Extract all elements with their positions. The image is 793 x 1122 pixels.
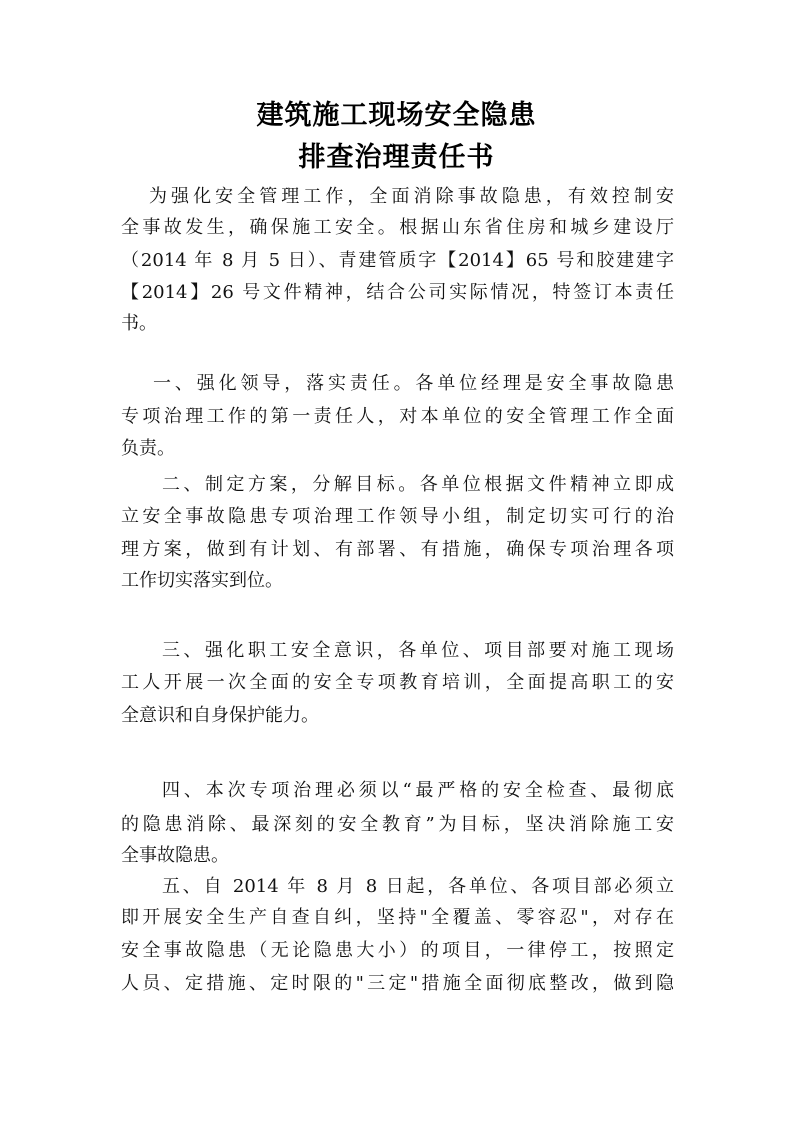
paragraph-line: 四、本次专项治理必须以“最严格的安全检查、最彻底 xyxy=(162,780,674,801)
paragraph-line: （2014 年 8 月 5 日）、青建管质字【2014】65 号和胶建建字 xyxy=(121,250,674,271)
paragraph-line: 一、强化领导，落实责任。各单位经理是安全事故隐患 xyxy=(153,373,674,394)
paragraph-line: 书。 xyxy=(121,313,157,334)
paragraph-line: 即开展安全生产自查自纠，坚持"全覆盖、零容忍"，对存在 xyxy=(121,907,674,928)
document-title-line-2: 排查治理责任书 xyxy=(298,142,495,173)
paragraph-line: 为强化安全管理工作，全面消除事故隐患，有效控制安 xyxy=(149,186,674,207)
paragraph-line: 【2014】26 号文件精神，结合公司实际情况，特签订本责任 xyxy=(121,282,674,303)
document-title-line-1: 建筑施工现场安全隐患 xyxy=(256,100,537,131)
paragraph-line: 全事故发生，确保施工安全。根据山东省住房和城乡建设厅 xyxy=(121,217,674,238)
paragraph-line: 三、强化职工安全意识，各单位、项目部要对施工现场 xyxy=(162,640,674,661)
paragraph-line: 立安全事故隐患专项治理工作领导小组，制定切实可行的治 xyxy=(121,506,674,527)
paragraph-line: 人员、定措施、定时限的"三定"措施全面彻底整改，做到隐 xyxy=(121,973,674,994)
paragraph-line: 工人开展一次全面的安全专项教育培训，全面提高职工的安 xyxy=(121,672,674,693)
paragraph-line: 全事故隐患。 xyxy=(121,845,229,866)
paragraph-line: 理方案，做到有计划、有部署、有措施，确保专项治理各项 xyxy=(121,539,674,560)
paragraph-line: 全意识和自身保护能力。 xyxy=(121,705,319,726)
paragraph-line: 五、自 2014 年 8 月 8 日起，各单位、各项目部必须立 xyxy=(162,876,674,897)
paragraph-line: 工作切实落实到位。 xyxy=(121,570,283,591)
paragraph-line: 负责。 xyxy=(121,438,175,459)
paragraph-line: 安全事故隐患（无论隐患大小）的项目，一律停工，按照定 xyxy=(121,940,674,961)
paragraph-line: 的隐患消除、最深刻的安全教育”为目标，坚决消除施工安 xyxy=(121,814,674,835)
paragraph-line: 专项治理工作的第一责任人，对本单位的安全管理工作全面 xyxy=(121,406,674,427)
paragraph-line: 二、制定方案，分解目标。各单位根据文件精神立即成 xyxy=(162,474,674,495)
